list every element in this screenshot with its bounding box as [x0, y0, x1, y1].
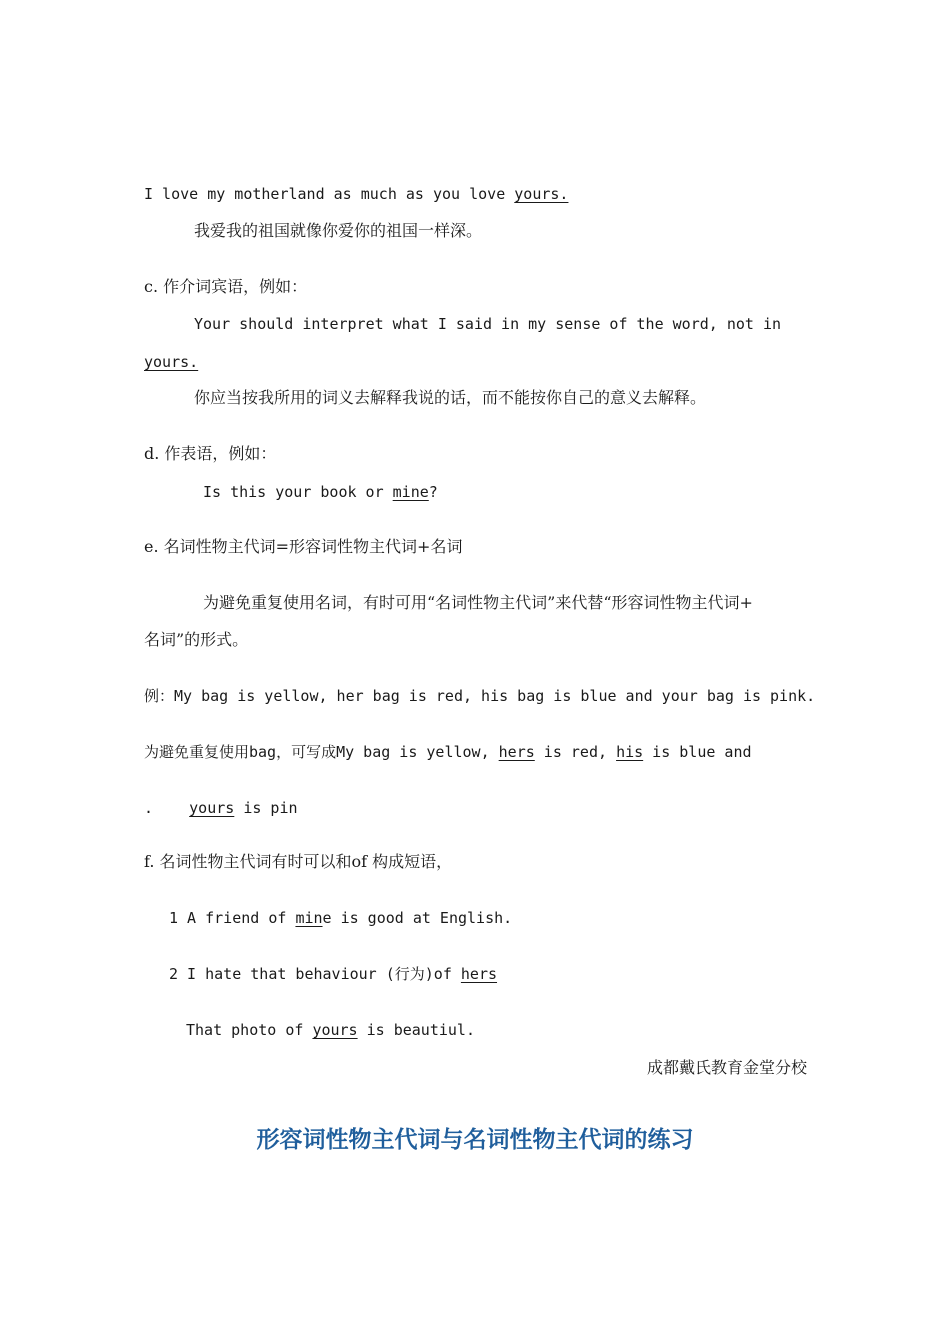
sentence-text: 1 A friend of: [169, 909, 296, 927]
sentence-text: is pin: [234, 799, 298, 817]
explanation-text-cont: 名词”的形式。: [144, 630, 249, 649]
school-signature: 成都戴氏教育金堂分校: [646, 1058, 807, 1077]
underlined-pronoun: yours.: [514, 185, 569, 203]
sentence-text: is blue and: [643, 743, 752, 761]
sentence-text: Is this your book or: [203, 483, 393, 501]
section-d-heading: d. 作表语，例如：: [144, 444, 277, 463]
underlined-pronoun: yours: [189, 799, 235, 817]
underlined-pronoun: mine: [392, 483, 429, 501]
sentence-text: ?: [428, 483, 438, 501]
underlined-pronoun: min: [295, 909, 323, 927]
underlined-pronoun: hers: [460, 965, 498, 983]
example-sentence-1: [144, 184, 568, 204]
rewrite-sentence-cont: [144, 798, 298, 818]
section-f-heading: f. 名词性物主代词有时可以和of 构成短语，: [144, 852, 453, 871]
explanation-text: 为避免重复使用名词，有时可用“名词性物主代词”来代替“形容词性物主代词+: [203, 593, 753, 612]
sentence-text: 为避免重复使用bag，可写成My bag is yellow,: [144, 743, 499, 761]
underlined-pronoun: his: [616, 743, 644, 761]
section-e-heading: e. 名词性物主代词=形容词性物主代词+名词: [144, 537, 463, 556]
underlined-pronoun: yours: [312, 1021, 358, 1039]
phrase-example-2: [169, 964, 497, 984]
sentence-text: is beautiul.: [357, 1021, 475, 1039]
translation-2: 你应当按我所用的词义去解释我说的话，而不能按你自己的意义去解释。: [194, 388, 707, 407]
exercise-heading: 形容词性物主代词与名词性物主代词的练习: [256, 1126, 694, 1153]
rewrite-sentence: [144, 742, 752, 762]
sentence-text: That photo of: [186, 1021, 313, 1039]
sentence-text: e is good at English.: [322, 909, 513, 927]
example-sentence-4: 例：My bag is yellow, her bag is red, his bag is blue and your bag is pink.: [144, 687, 816, 705]
phrase-example-1: [169, 908, 512, 928]
example-sentence-2: Your should interpret what I said in my sense of the word, not in: [194, 315, 781, 333]
underlined-pronoun: hers: [498, 743, 535, 761]
sentence-text: is red,: [534, 743, 617, 761]
sentence-text: .: [144, 799, 190, 817]
section-c-heading: c. 作介词宾语，例如：: [144, 277, 308, 296]
phrase-example-3: [186, 1020, 475, 1040]
translation-1: 我爱我的祖国就像你爱你的祖国一样深。: [194, 221, 483, 240]
example-sentence-3: [203, 482, 438, 502]
sentence-text: I love my motherland as much as you love: [144, 185, 515, 203]
example-sentence-2-cont: yours.: [144, 353, 199, 371]
sentence-text: 2 I hate that behaviour (行为)of: [169, 965, 461, 983]
